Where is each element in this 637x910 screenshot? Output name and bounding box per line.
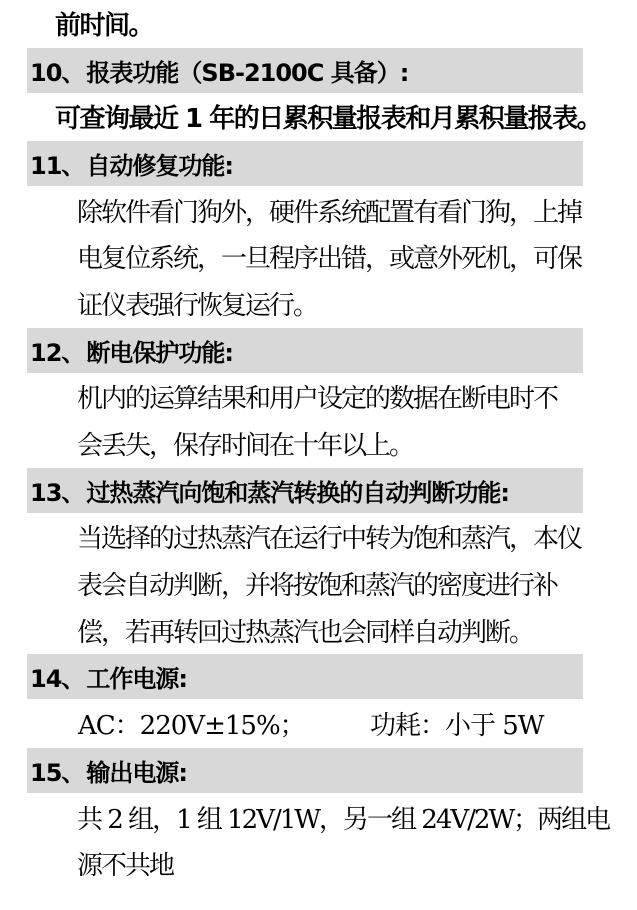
section-10-body-row	[0, 93, 637, 140]
section-10-number: 10、	[30, 58, 85, 87]
intro-line-text: 前时间。	[55, 10, 154, 41]
section-12-body-line-1: 机内的运算结果和用户设定的数据在断电时不	[77, 384, 558, 415]
section-11-body-line-1: 除软件看门狗外，硬件系统配置有看门狗，上掉	[77, 197, 582, 228]
section-15-heading-row	[0, 747, 637, 794]
section-15-title: 输出电源:	[86, 758, 188, 787]
section-14-number: 14、	[30, 665, 85, 694]
section-14-heading-bar	[27, 654, 583, 699]
section-13-heading-bar	[27, 468, 583, 513]
ac-power-spec: AC：220V±15%；	[78, 711, 305, 742]
section-13-number: 13、	[30, 478, 85, 507]
section-10-heading-bar	[27, 48, 583, 93]
section-14-title: 工作电源:	[86, 665, 188, 694]
section-12-body-row	[0, 420, 637, 467]
section-10-title: 报表功能（SB-2100C 具备）:	[86, 58, 409, 87]
section-14-body-row	[0, 700, 637, 747]
section-13-body-line-3: 偿，若再转回过热蒸汽也会同样自动判断。	[77, 617, 534, 648]
section-13-body-row	[0, 560, 637, 607]
section-15-heading-bar	[27, 748, 583, 793]
intro-row	[0, 0, 637, 47]
section-11-heading-row	[0, 140, 637, 187]
section-14-heading-row	[0, 654, 637, 701]
section-11-heading-bar	[27, 141, 583, 186]
section-12-body-line-2: 会丢失，保存时间在十年以上。	[77, 431, 414, 462]
section-15-body-row	[0, 840, 637, 887]
section-11-body-row	[0, 187, 637, 234]
section-11-title: 自动修复功能:	[86, 151, 234, 180]
section-13-body-row	[0, 514, 637, 561]
section-13-body-line-2: 表会自动判断，并将按饱和蒸汽的密度进行补	[77, 571, 558, 602]
section-11-body-row	[0, 233, 637, 280]
section-15-body-line-2: 源不共地	[77, 851, 174, 882]
section-12-heading-row	[0, 327, 637, 374]
section-10-body-line-1: 可查询最近 1 年的日累积量报表和月累积量报表。	[55, 104, 602, 135]
section-11-number: 11、	[30, 151, 85, 180]
section-12-body-row	[0, 374, 637, 421]
section-13-body-row	[0, 607, 637, 654]
section-15-body-row	[0, 794, 637, 841]
section-11-body-row	[0, 280, 637, 327]
section-12-heading-bar	[27, 328, 583, 373]
section-12-title: 断电保护功能:	[86, 338, 234, 367]
section-15-body-line-1: 共 2 组，1 组 12V/1W，另一组 24V/2W；两组电	[77, 804, 610, 835]
section-13-title: 过热蒸汽向饱和蒸汽转换的自动判断功能:	[86, 478, 510, 507]
section-11-body-line-3: 证仪表强行恢复运行。	[77, 290, 318, 321]
section-11-body-line-2: 电复位系统，一旦程序出错，或意外死机，可保	[77, 244, 582, 275]
section-15-number: 15、	[30, 758, 85, 787]
section-13-heading-row	[0, 467, 637, 514]
power-consumption-spec: 功耗：小于 5W	[370, 711, 544, 742]
section-12-number: 12、	[30, 338, 85, 367]
section-13-body-line-1: 当选择的过热蒸汽在运行中转为饱和蒸汽，本仪	[77, 524, 582, 555]
section-10-heading-row	[0, 47, 637, 94]
